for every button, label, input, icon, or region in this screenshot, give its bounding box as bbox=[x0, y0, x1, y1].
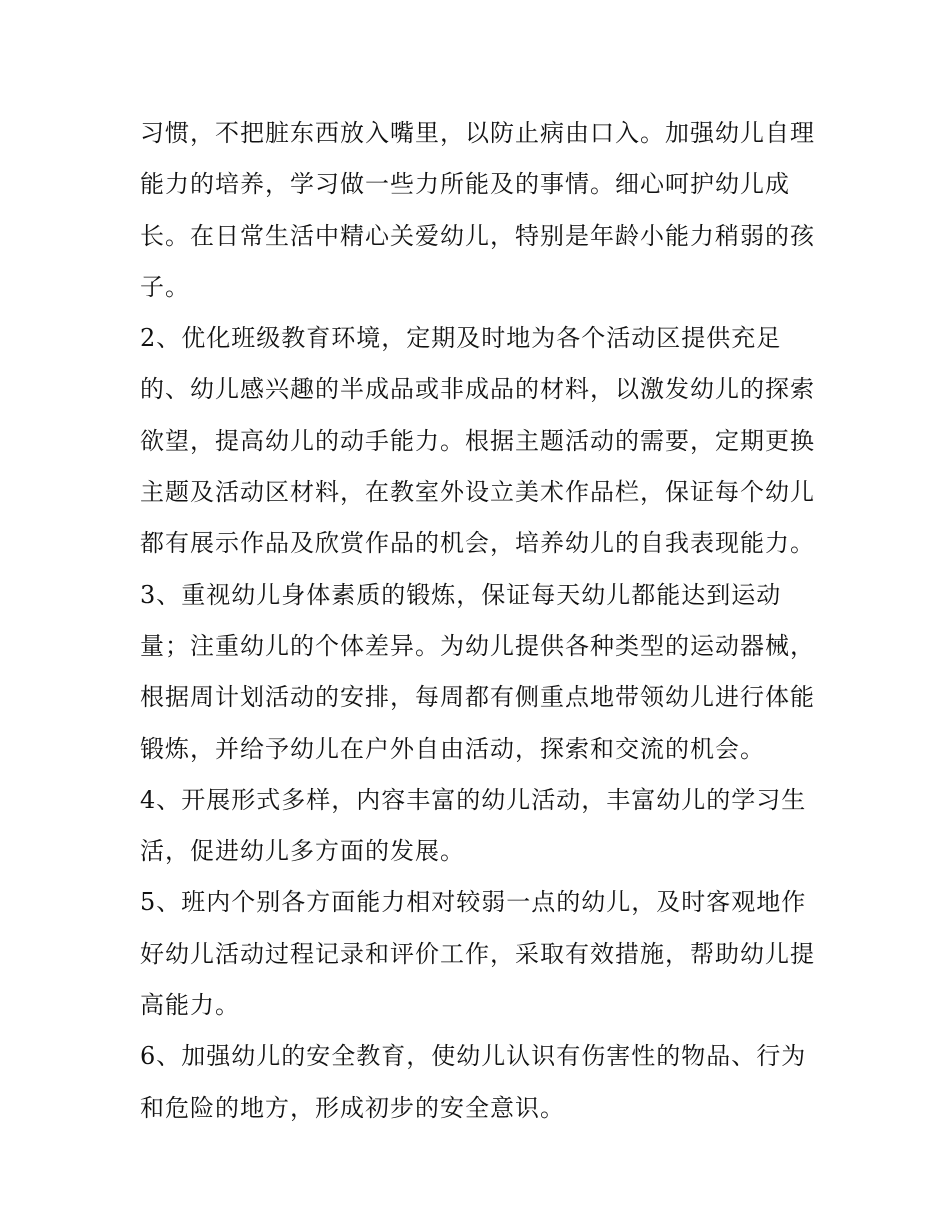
body-text bbox=[140, 108, 830, 1134]
text-line: 都有展示作品及欣赏作品的机会，培养幼儿的自我表现能力。 bbox=[140, 529, 815, 558]
text-line: 好幼儿活动过程记录和评价工作，采取有效措施，帮助幼儿提 bbox=[140, 939, 815, 968]
text-line: 量；注重幼儿的个体差异。为幼儿提供各种类型的运动器械， bbox=[140, 631, 815, 660]
text-line: 的、幼儿感兴趣的半成品或非成品的材料，以激发幼儿的探索 bbox=[140, 375, 815, 404]
text-line: 2、优化班级教育环境，定期及时地为各个活动区提供充足 bbox=[140, 324, 782, 353]
text-line: 子。 bbox=[140, 272, 190, 301]
text-line: 能力的培养，学习做一些力所能及的事情。细心呵护幼儿成 bbox=[140, 170, 790, 199]
text-line: 和危险的地方，形成初步的安全意识。 bbox=[140, 1093, 565, 1122]
text-line: 欲望，提高幼儿的动手能力。根据主题活动的需要，定期更换 bbox=[140, 426, 815, 455]
text-line: 习惯，不把脏东西放入嘴里，以防止病由口入。加强幼儿自理 bbox=[140, 119, 815, 147]
text-line: 3、重视幼儿身体素质的锻炼，保证每天幼儿都能达到运动 bbox=[140, 580, 782, 609]
text-line: 主题及活动区材料，在教室外设立美术作品栏，保证每个幼儿 bbox=[140, 478, 815, 507]
text-line: 6、加强幼儿的安全教育，使幼儿认识有伤害性的物品、行为 bbox=[140, 1042, 807, 1071]
text-line: 锻炼，并给予幼儿在户外自由活动，探索和交流的机会。 bbox=[140, 734, 765, 763]
text-line: 4、开展形式多样，内容丰富的幼儿活动，丰富幼儿的学习生 bbox=[140, 785, 807, 814]
text-line: 根据周计划活动的安排，每周都有侧重点地带领幼儿进行体能 bbox=[140, 683, 815, 712]
text-line: 5、班内个别各方面能力相对较弱一点的幼儿，及时客观地作 bbox=[140, 888, 807, 917]
text-line: 高能力。 bbox=[140, 991, 240, 1020]
text-line: 长。在日常生活中精心关爱幼儿，特别是年龄小能力稍弱的孩 bbox=[140, 221, 815, 250]
text-line: 活，促进幼儿多方面的发展。 bbox=[140, 837, 465, 866]
